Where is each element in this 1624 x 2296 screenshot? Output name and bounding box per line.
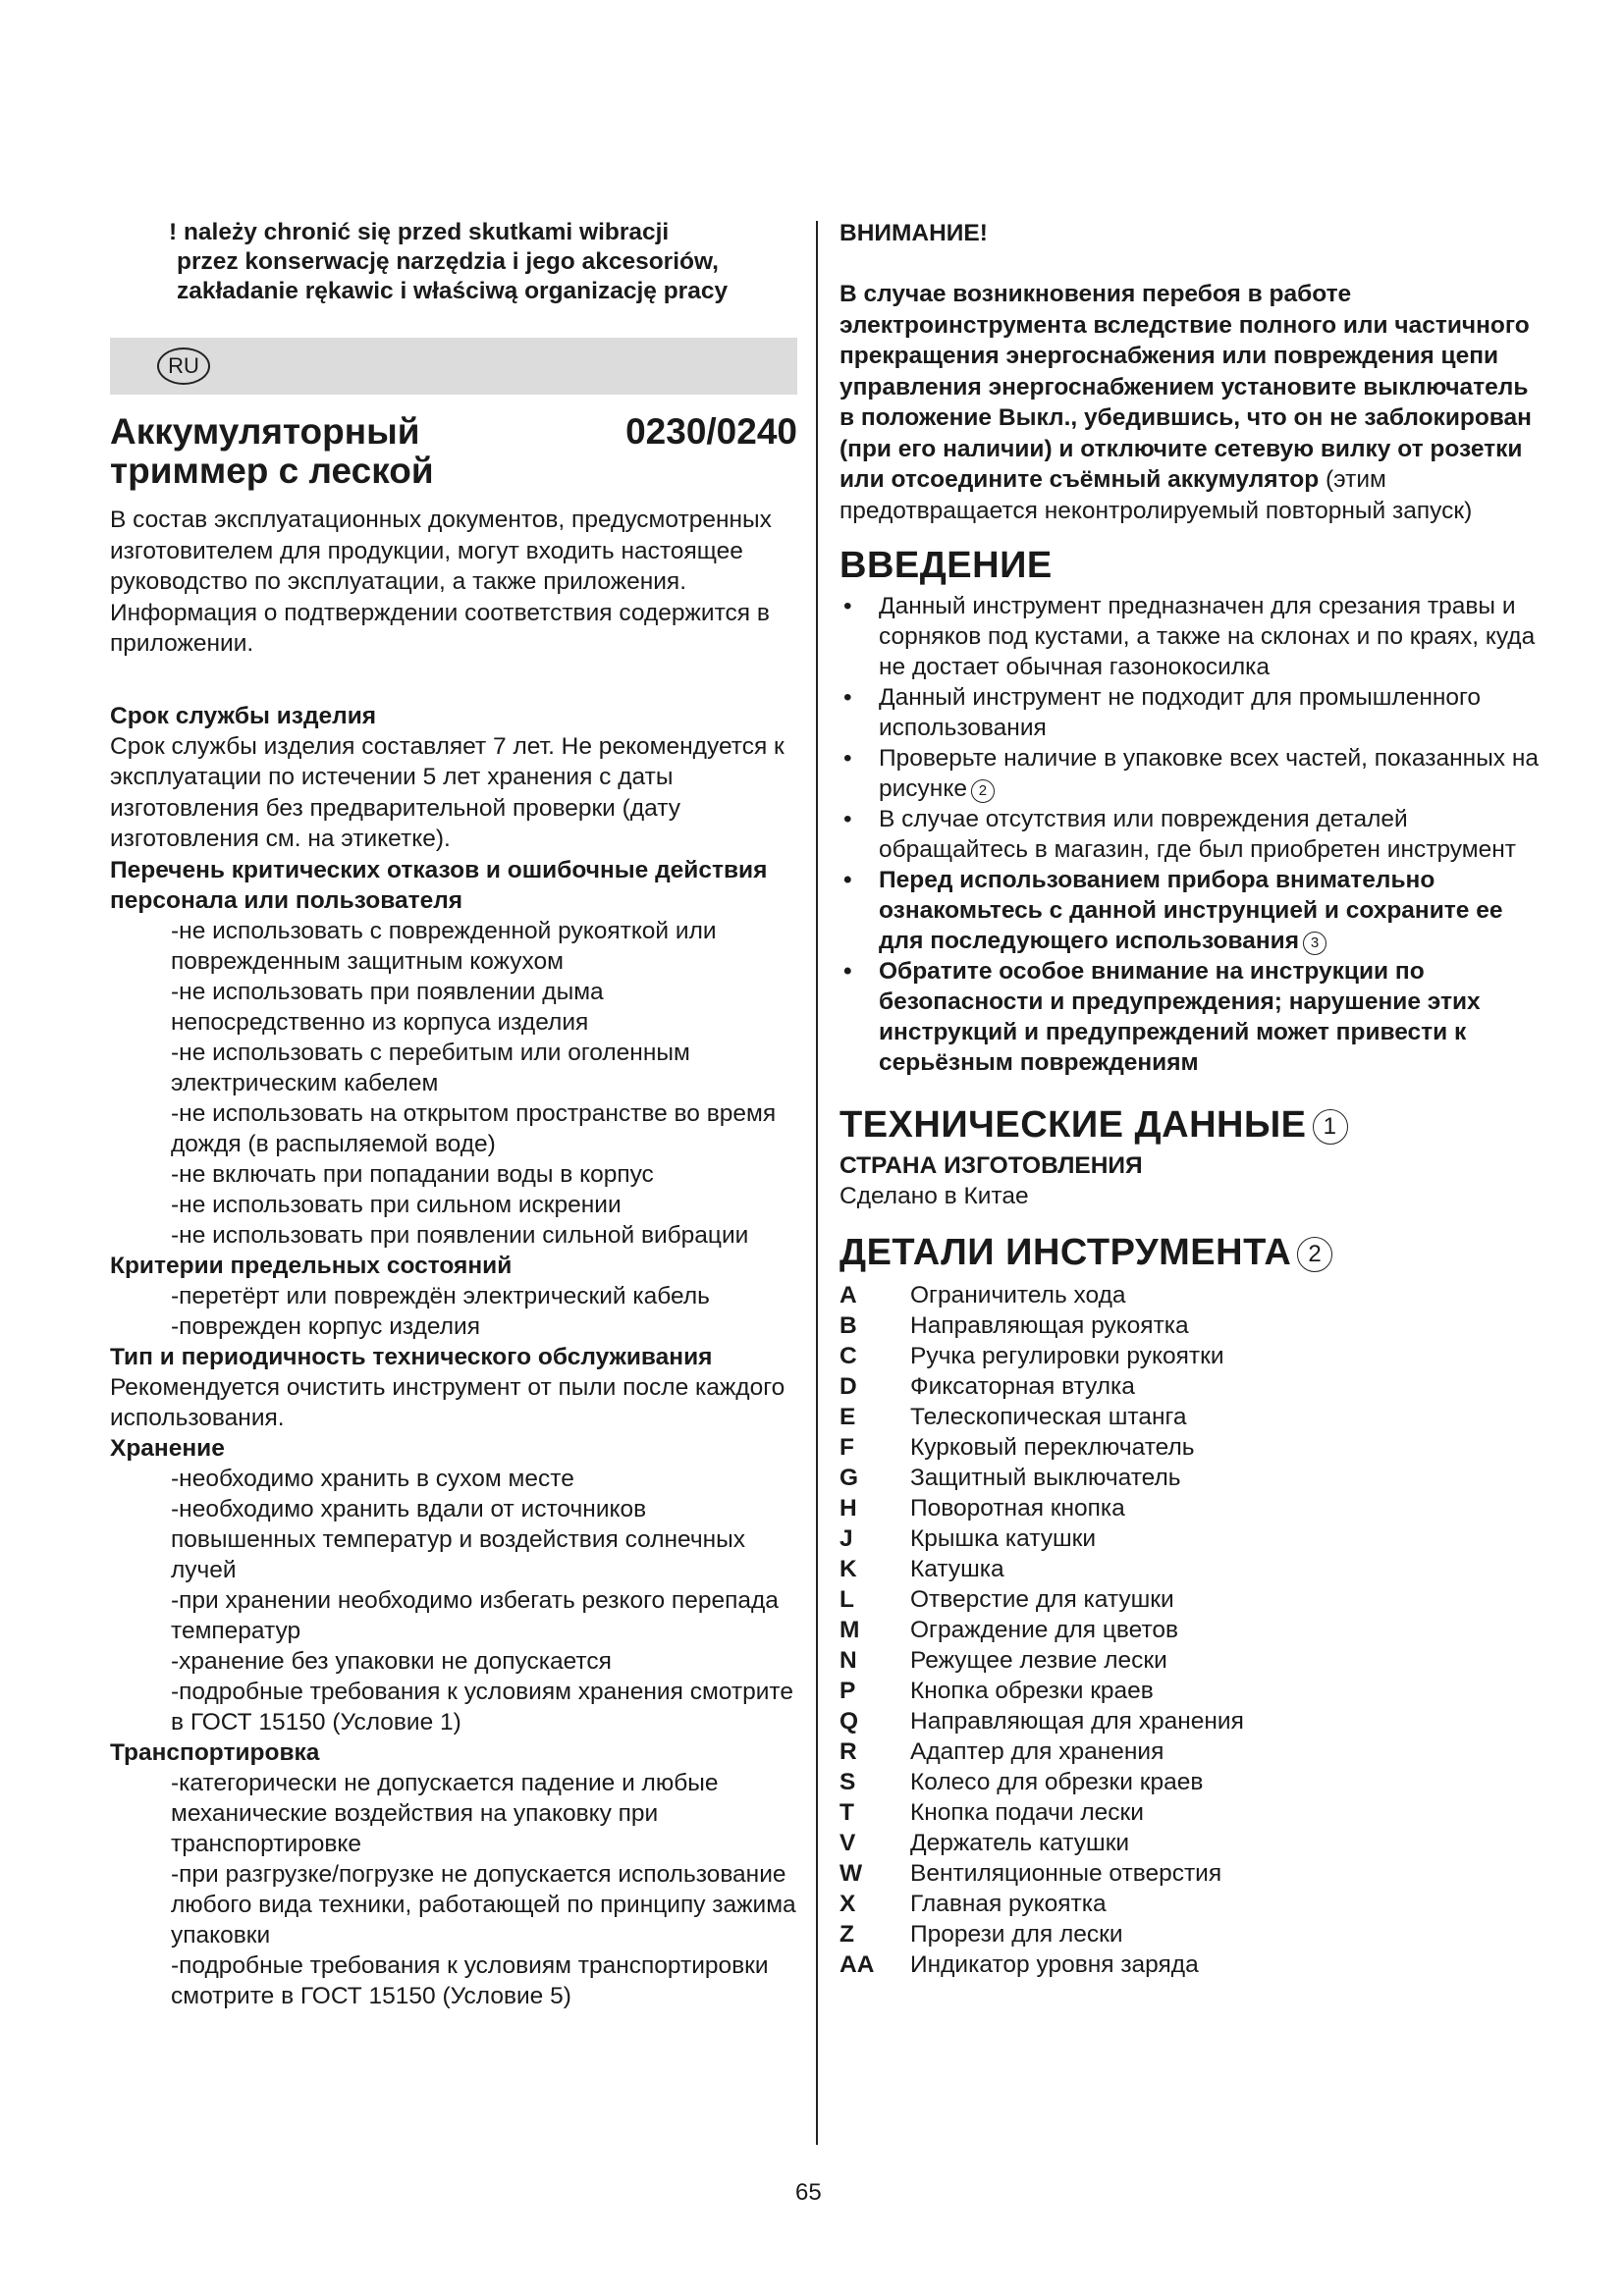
part-name: Главная рукоятка <box>910 1891 1107 1917</box>
part-name: Ограждение для цветов <box>910 1617 1179 1643</box>
figure-ref-icon: 1 <box>1313 1109 1348 1145</box>
list-item: -не использовать при сильном искрении <box>171 1191 622 1218</box>
list-item <box>839 682 1544 743</box>
part-name: Направляющая для хранения <box>910 1708 1244 1735</box>
part-letter: B <box>839 1312 857 1339</box>
part-name: Вентиляционные отверстия <box>910 1860 1222 1887</box>
part-name: Ручка регулировки рукоятки <box>910 1343 1224 1369</box>
part-letter: N <box>839 1647 857 1674</box>
country-label: СТРАНА ИЗГОТОВЛЕНИЯ <box>839 1152 1143 1179</box>
parts-list-item <box>839 1797 1544 1828</box>
list-item: -при хранении необходимо избегать резкого перепада температур <box>171 1586 779 1644</box>
polish-note-line: przez konserwację narzędzia i jego akcesoriów, <box>177 248 719 275</box>
parts-list-item <box>839 1371 1544 1402</box>
intro-paragraph: Информация о подтверждении соответствия содержится в приложении. <box>110 599 770 657</box>
parts-list-item <box>839 1706 1544 1736</box>
part-letter: G <box>839 1465 859 1491</box>
introduction-heading: ВВЕДЕНИЕ <box>839 545 1053 586</box>
figure-ref-icon: 3 <box>1303 932 1326 955</box>
intro-paragraph: В состав эксплуатационных документов, предусмотренных изготовителем для продукции, могут входить настоящее руководство по эксплуатации, а также приложения. <box>110 507 772 595</box>
list-item <box>839 743 1544 804</box>
right-column <box>839 218 1544 1980</box>
part-name: Держатель катушки <box>910 1830 1130 1856</box>
parts-list-item <box>839 1432 1544 1463</box>
part-letter: F <box>839 1434 854 1461</box>
parts-list-item <box>839 1493 1544 1523</box>
section-heading: Хранение <box>110 1434 225 1462</box>
section-heading: Тип и периодичность технического обслуживания <box>110 1343 713 1370</box>
part-name: Адаптер для хранения <box>910 1738 1164 1765</box>
part-name: Колесо для обрезки краев <box>910 1769 1204 1795</box>
part-letter: V <box>839 1830 856 1856</box>
parts-list-item <box>839 1676 1544 1706</box>
warning-bold-text: В случае возникновения перебоя в работе электроинструмента вследствие полного или частичного прекращения энергоснабжения или повреждения цепи управления энергоснабжением установите выключатель в положение Выкл., убедившись, что он не заблокирован (при его наличии) и отключите сетевую вилку от розетки или отсоедините съёмный аккумулятор <box>839 281 1532 493</box>
parts-list-item <box>839 1949 1544 1980</box>
part-name: Ограничитель хода <box>910 1282 1126 1308</box>
parts-list-item <box>839 1736 1544 1767</box>
part-letter: A <box>839 1282 857 1308</box>
tech-data-title: ТЕХНИЧЕСКИЕ ДАННЫЕ <box>839 1104 1307 1146</box>
parts-list <box>839 1280 1544 1980</box>
title-line-2: триммер с леской <box>110 451 434 491</box>
column-divider <box>816 221 818 2145</box>
part-letter: K <box>839 1556 857 1582</box>
part-letter: Q <box>839 1708 859 1735</box>
list-item: -не использовать при появлении дыма непосредственно из корпуса изделия <box>171 978 604 1036</box>
list-item: -не использовать на открытом пространстве во время дождя (в распыляемой воде) <box>171 1099 777 1157</box>
list-item: -подробные требования к условиям хранения смотрите в ГОСТ 15150 (Условие 1) <box>171 1678 793 1735</box>
warning-normal-text: (этим предотвращается неконтролируемый повторный запуск) <box>839 466 1473 524</box>
part-letter: W <box>839 1860 863 1887</box>
part-letter: H <box>839 1495 857 1522</box>
list-item: -поврежден корпус изделия <box>171 1312 480 1340</box>
bullet-text: Перед использованием прибора внимательно ознакомьтесь с данной инструнцией и сохраните ее для последующего использования <box>879 867 1503 954</box>
polish-note-line: ! należy chronić się przed skutkami wibracji <box>169 219 670 245</box>
list-item: -не использовать с перебитым или оголенным электрическим кабелем <box>171 1039 690 1096</box>
bullet-text: Проверьте наличие в упаковке всех частей, показанных на рисунке <box>879 745 1540 802</box>
list-item <box>839 956 1544 1078</box>
part-name: Фиксаторная втулка <box>910 1373 1135 1400</box>
part-name: Направляющая рукоятка <box>910 1312 1189 1339</box>
part-name: Катушка <box>910 1556 1004 1582</box>
list-item: -подробные требования к условиям транспортировки смотрите в ГОСТ 15150 (Условие 5) <box>171 1951 769 2009</box>
language-bar <box>110 338 797 395</box>
list-item <box>839 591 1544 682</box>
bullet-text: Данный инструмент не подходит для промышленного использования <box>879 684 1482 741</box>
section-heading: Критерии предельных состояний <box>110 1252 513 1279</box>
page-number: 65 <box>795 2179 822 2206</box>
part-name: Защитный выключатель <box>910 1465 1181 1491</box>
service-life-text: Срок службы изделия составляет 7 лет. Не рекомендуется к эксплуатации по истечении 5 лет хранения с даты изготовления без предварительной проверки (дату изготовления см. на этикетке). <box>110 732 785 852</box>
list-item: -при разгрузке/погрузке не допускается использование любого вида техники, работающей по принципу зажима упаковки <box>171 1860 796 1949</box>
polish-vibration-note <box>169 218 807 306</box>
parts-list-item <box>839 1828 1544 1858</box>
title-line-1: Аккумуляторный <box>110 411 420 452</box>
parts-heading <box>839 1231 1544 1274</box>
model-number: 0230/0240 <box>625 411 797 452</box>
part-name: Прорези для лески <box>910 1921 1123 1948</box>
part-letter: Z <box>839 1921 854 1948</box>
part-letter: J <box>839 1525 853 1552</box>
part-letter: D <box>839 1373 857 1400</box>
part-letter: X <box>839 1891 856 1917</box>
page-title <box>110 412 797 491</box>
bullet-text: Данный инструмент предназначен для срезания травы и сорняков под кустами, а также на склонах и по краях, куда не достает обычная газонокосилка <box>879 593 1536 680</box>
list-item: -хранение без упаковки не допускается <box>171 1647 612 1675</box>
part-letter: E <box>839 1404 856 1430</box>
failure-list <box>110 916 797 1251</box>
list-item <box>839 804 1544 865</box>
list-item: -необходимо хранить вдали от источников повышенных температур и воздействия солнечных лучей <box>171 1495 745 1583</box>
list-item: -не использовать при появлении сильной вибрации <box>171 1221 749 1249</box>
polish-note-line: zakładanie rękawic i właściwą organizację pracy <box>177 278 729 304</box>
part-letter: S <box>839 1769 856 1795</box>
parts-list-item <box>839 1858 1544 1889</box>
introduction-list <box>839 591 1544 1078</box>
parts-list-item <box>839 1584 1544 1615</box>
parts-list-item <box>839 1615 1544 1645</box>
maintenance-text: Рекомендуется очистить инструмент от пыли после каждого использования. <box>110 1373 785 1431</box>
parts-list-item <box>839 1402 1544 1432</box>
country-value: Сделано в Китае <box>839 1183 1029 1209</box>
list-item: -не включать при попадании воды в корпус <box>171 1160 654 1188</box>
parts-list-item <box>839 1554 1544 1584</box>
part-letter: M <box>839 1617 860 1643</box>
part-name: Поворотная кнопка <box>910 1495 1125 1522</box>
parts-list-item <box>839 1889 1544 1919</box>
section-heading: Перечень критических отказов и ошибочные действия персонала или пользователя <box>110 856 768 914</box>
part-name: Отверстие для катушки <box>910 1586 1174 1613</box>
language-badge: RU <box>157 347 210 385</box>
bullet-text: Обратите особое внимание на инструкции по безопасности и предупреждения; нарушение этих инструкций и предупреждений может привести к серьёзным повреждениям <box>879 958 1481 1076</box>
list-item: -перетёрт или повреждён электрический кабель <box>171 1282 710 1309</box>
part-name: Индикатор уровня заряда <box>910 1951 1199 1978</box>
tech-data-heading <box>839 1103 1544 1147</box>
storage-list <box>110 1464 797 1737</box>
parts-list-item <box>839 1767 1544 1797</box>
part-name: Телескопическая штанга <box>910 1404 1187 1430</box>
parts-list-item <box>839 1919 1544 1949</box>
list-item: -необходимо хранить в сухом месте <box>171 1465 574 1492</box>
part-letter: AA <box>839 1951 875 1978</box>
warning-heading: ВНИМАНИЕ! <box>839 220 988 246</box>
parts-list-item <box>839 1310 1544 1341</box>
transport-list <box>110 1768 797 2011</box>
figure-ref-icon: 2 <box>1297 1237 1332 1272</box>
part-name: Кнопка обрезки краев <box>910 1678 1154 1704</box>
part-name: Курковый переключатель <box>910 1434 1195 1461</box>
parts-title: ДЕТАЛИ ИНСТРУМЕНТА <box>839 1232 1292 1273</box>
bullet-text: В случае отсутствия или повреждения деталей обращайтесь в магазин, где был приобретен инструмент <box>879 806 1516 863</box>
part-letter: R <box>839 1738 857 1765</box>
part-letter: P <box>839 1678 856 1704</box>
part-letter: T <box>839 1799 854 1826</box>
parts-list-item <box>839 1280 1544 1310</box>
parts-list-item <box>839 1341 1544 1371</box>
part-name: Крышка катушки <box>910 1525 1097 1552</box>
part-letter: C <box>839 1343 857 1369</box>
warning-text <box>839 279 1544 526</box>
section-heading: Срок службы изделия <box>110 702 377 729</box>
list-item: -не использовать с поврежденной рукояткой или поврежденным защитным кожухом <box>171 917 717 975</box>
part-name: Режущее лезвие лески <box>910 1647 1167 1674</box>
limits-list <box>110 1281 797 1342</box>
parts-list-item <box>839 1523 1544 1554</box>
part-name: Кнопка подачи лески <box>910 1799 1144 1826</box>
list-item <box>839 865 1544 956</box>
left-column <box>110 505 797 2011</box>
parts-list-item <box>839 1645 1544 1676</box>
part-letter: L <box>839 1586 854 1613</box>
section-heading: Транспортировка <box>110 1738 320 1766</box>
parts-list-item <box>839 1463 1544 1493</box>
list-item: -категорически не допускается падение и любые механические воздействия на упаковку при транспортировке <box>171 1769 719 1857</box>
figure-ref-icon: 2 <box>971 779 995 803</box>
